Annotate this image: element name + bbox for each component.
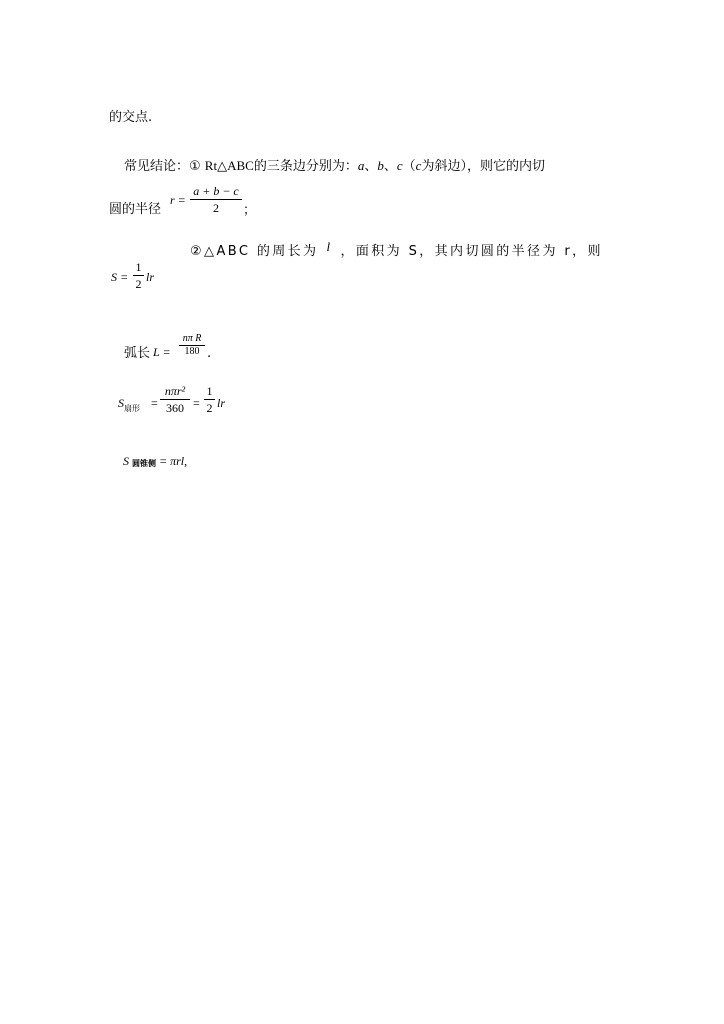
arc-lhs-text: L = [153,345,171,359]
sector-eq2 [193,397,200,409]
rt-label: Rt [204,158,218,173]
sector-eq1-text: = [151,396,158,410]
semicolon-text: ； [243,203,257,218]
cone-S: S [123,454,129,468]
semicolon [243,204,256,217]
radius-denominator: 2 [213,201,219,215]
hypotenuse-text: 为斜边） [421,159,467,174]
arc-period-text: . [207,346,212,361]
radius-lhs [170,194,186,206]
area-fraction [133,261,144,290]
sector-S: S [118,396,124,410]
side-c: c [396,158,403,173]
sector-denominator-2: 2 [206,401,213,415]
sector-eq1 [151,397,158,409]
sector-eq2-text: = [193,396,200,410]
radius-fraction [190,185,242,214]
radius-lhs-text: r = [170,193,186,207]
sector-symbol [118,396,140,413]
intersection-text: 的交点. [109,110,153,125]
paren-open: （ [402,159,416,174]
perimeter-tail: ，面积为 S，其内切圆的半径为 r，则 [340,244,603,259]
cone-formula [123,455,187,467]
text-line-intersection [109,111,152,124]
area-denominator: 2 [135,277,142,291]
area-lhs [111,271,128,283]
sector-subscript: 扇形 [124,404,140,413]
three-sides-text: 的三条边分别为： [253,159,358,174]
area-rhs [146,271,154,283]
incircle-radius-text: 圆的半径 [109,202,162,217]
text-incircle-radius-label [109,203,161,216]
perimeter-l: l [326,239,333,254]
conclusion-lead: 常见结论：① [124,159,205,174]
area-lhs-text: S = [111,270,129,284]
separator-1: 、 [364,159,378,174]
fraction-bar [190,199,242,200]
sector-fraction-1 [160,385,190,414]
side-c-hyp: c [415,158,422,173]
area-rhs-text: lr [146,270,155,284]
fraction-bar [204,399,215,400]
area-numerator: 1 [135,260,142,274]
fraction-bar [133,275,144,276]
cone-subscript: 圆锥侧 [132,459,156,468]
sector-rhs-text: lr [217,396,226,410]
arc-lhs [153,346,171,358]
separator-2: 、 [383,159,397,174]
perimeter-lead: ②△ABC 的周长为 [190,244,319,259]
sector-denominator-1: 360 [166,401,184,415]
arc-length-text: 弧长 [124,346,151,361]
cone-rhs: = πrl [159,454,185,468]
fraction-bar [160,399,190,400]
radius-numerator: a + b − c [193,184,239,198]
text-line-perimeter [190,239,603,259]
cone-comma: , [184,454,188,468]
triangle-abc: △ABC [217,158,254,173]
text-line-common-conclusion [124,159,545,173]
arc-denominator: 180 [184,346,200,357]
sector-fraction-2 [204,385,215,414]
arc-period [207,347,211,360]
arc-fraction [179,334,205,357]
arc-numerator: nπ R [182,333,202,344]
arc-length-label [124,347,150,360]
sector-numerator-2: 1 [206,384,213,398]
conclusion-tail: ，则它的内切 [466,159,545,174]
side-b: b [377,158,384,173]
side-a: a [357,158,365,173]
sector-rhs [217,397,225,409]
sector-numerator-1: nπr² [164,384,186,398]
